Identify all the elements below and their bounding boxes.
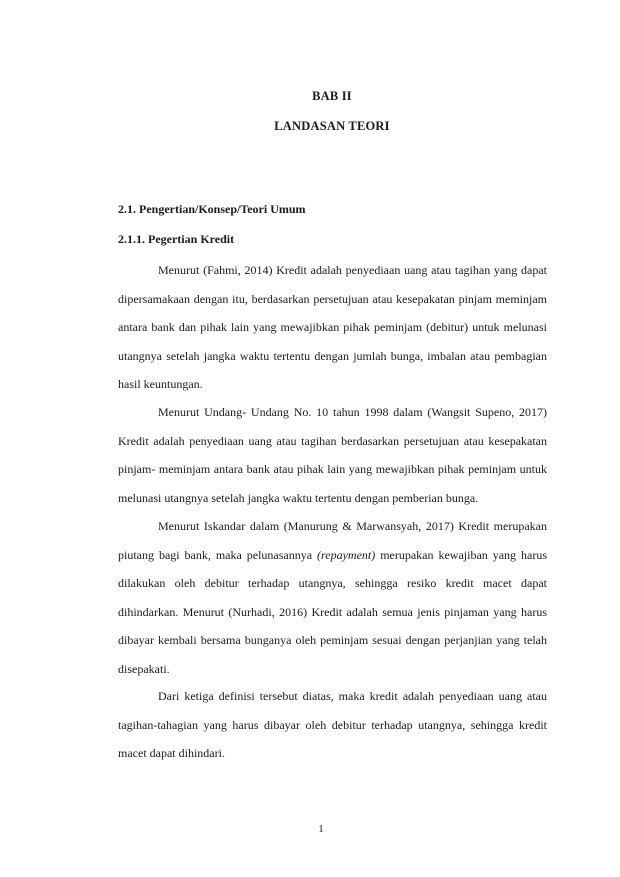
paragraph-undang-undang bbox=[118, 398, 547, 512]
page-number: 1 bbox=[318, 823, 324, 835]
section-heading: 2.1. Pengertian/Konsep/Teori Umum bbox=[118, 202, 306, 216]
paragraph-iskandar bbox=[118, 512, 547, 684]
chapter-title: LANDASAN TEORI bbox=[274, 119, 390, 133]
paragraph-conclusion bbox=[118, 682, 547, 768]
paragraph-fahmi bbox=[118, 256, 547, 399]
subsection-heading: 2.1.1. Pegertian Kredit bbox=[118, 232, 235, 246]
paragraph-text: Dari ketiga definisi tersebut diatas, maka kredit adalah penyediaan uang atau tagihan-tahagian yang harus dibayar oleh debitur terhadap utangnya, sehingga kredit macet dapat dihindari. bbox=[118, 689, 547, 761]
paragraph-text: Menurut (Fahmi, 2014) Kredit adalah penyediaan uang atau tagihan yang dapat dipersamakaan dengan itu, berdasarkan persetujuan atau kesepakatan pinjam meminjam antara bank dan pihak lain yang mewajibkan pihak peminjam (debitur) untuk melunasi utangnya setelah jangka waktu tertentu dengan jumlah bunga, imbalan atau pembagian hasil keuntungan. bbox=[118, 263, 547, 392]
paragraph-italic-term: (repayment) bbox=[317, 547, 376, 562]
paragraph-text: Menurut Iskandar dalam (Manurung & Marwansyah, 2017) Kredit merupakan piutang bagi bank, maka pelunasannya bbox=[118, 519, 547, 562]
chapter-label: BAB II bbox=[312, 89, 352, 103]
paragraph-text: merupakan kewajiban yang harus dilakukan oleh debitur terhadap utangnya, sehingga resiko kredit macet dapat dihindarkan. Menurut (Nurhadi, 2016) Kredit adalah semua jenis pinjaman yang harus dibayar kembali bersama bunganya oleh peminjam sesuai dengan perjanjian yang telah disepakati. bbox=[118, 547, 547, 676]
paragraph-text: Menurut Undang- Undang No. 10 tahun 1998 dalam (Wangsit Supeno, 2017) Kredit adalah penyediaan uang atau tagihan berdasarkan persetujuan atau kesepakatan pinjam- meminjam antara bank atau pihak lain yang mewajibkan pihak peminjam untuk melunasi utangnya setelah jangka waktu tertentu dengan pemberian bunga. bbox=[118, 405, 547, 505]
